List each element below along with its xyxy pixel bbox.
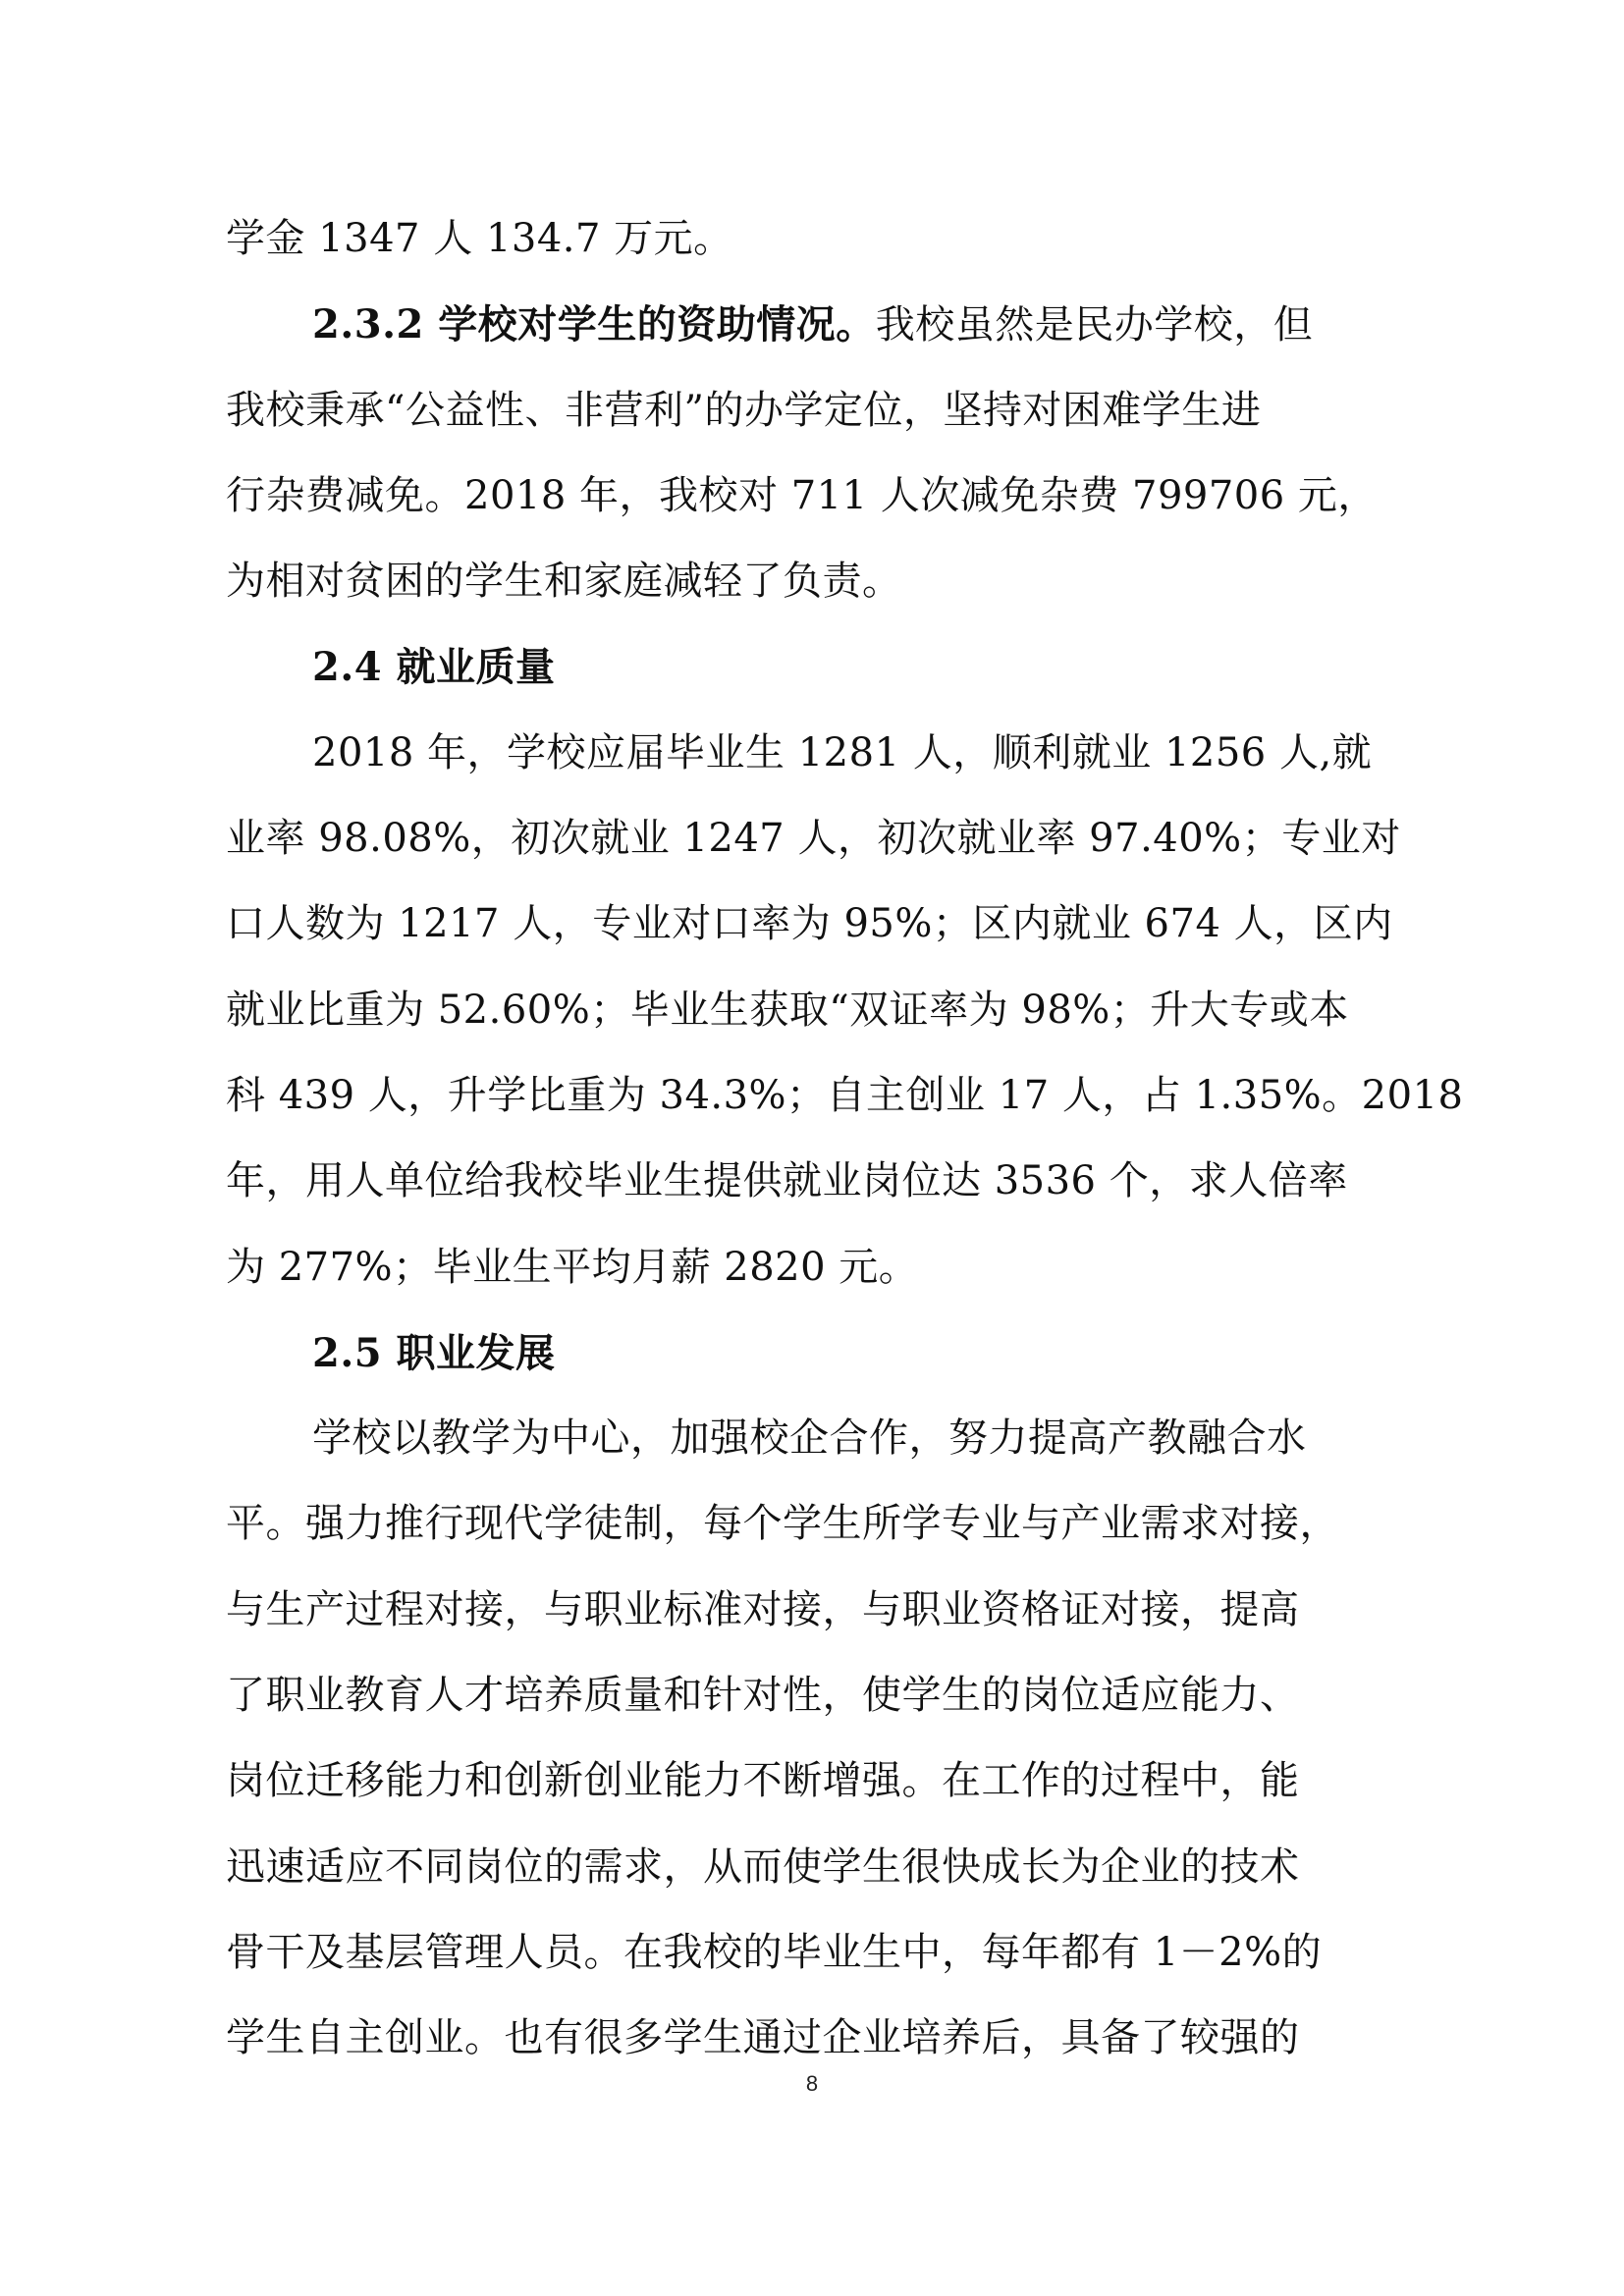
paragraph-line: 学生自主创业。也有很多学生通过企业培养后，具备了较强的: [226, 2015, 1300, 2061]
paragraph-line: 学金 1347 人 134.7 万元。: [226, 216, 733, 261]
paragraph-line: 业率 98.08%，初次就业 1247 人，初次就业率 97.40%；专业对: [226, 816, 1401, 862]
paragraph-line: 为 277%；毕业生平均月薪 2820 元。: [226, 1244, 919, 1290]
paragraph-line: 迅速适应不同岗位的需求，从而使学生很快成长为企业的技术: [226, 1843, 1300, 1890]
paragraph-line: 骨干及基层管理人员。在我校的毕业生中，每年都有 1－2%的: [226, 1929, 1323, 1975]
paragraph-line: 为相对贫困的学生和家庭减轻了负责。: [226, 559, 902, 605]
paragraph-line: 平。强力推行现代学徒制，每个学生所学专业与产业需求对接，: [226, 1501, 1339, 1547]
paragraph-line: 口人数为 1217 人，专业对口率为 95%；区内就业 674 人，区内: [226, 901, 1393, 947]
section-2-4-heading: 2.4 就业质量: [312, 644, 556, 691]
section-2-5-heading: 2.5 职业发展: [312, 1329, 556, 1376]
paragraph-line: 年，用人单位给我校毕业生提供就业岗位达 3536 个，求人倍率: [226, 1158, 1348, 1204]
document-body: [226, 196, 1464, 2082]
paragraph-line: 行杂费减免。2018 年，我校对 711 人次减免杂费 799706 元，: [226, 472, 1378, 518]
paragraph-line: 我校秉承“公益性、非营利”的办学定位，坚持对困难学生进: [226, 387, 1262, 433]
paragraph-line: 学校以教学为中心，加强校企合作，努力提高产教融合水: [312, 1415, 1307, 1462]
paragraph-line: 了职业教育人才培养质量和针对性，使学生的岗位适应能力、: [226, 1673, 1300, 1719]
section-2-3-2-heading: 2.3.2 学校对学生的资助情况。: [312, 301, 876, 348]
paragraph-line: 科 439 人，升学比重为 34.3%；自主创业 17 人，占 1.35%。2018: [226, 1072, 1464, 1118]
paragraph-line: 2018 年，学校应届毕业生 1281 人，顺利就业 1256 人,就: [312, 729, 1373, 775]
paragraph-line: 与生产过程对接，与职业标准对接，与职业资格证对接，提高: [226, 1586, 1300, 1632]
page-number: 8: [805, 2071, 819, 2096]
paragraph-line: 就业比重为 52.60%；毕业生获取“双证率为 98%；升大专或本: [226, 987, 1349, 1033]
paragraph-text: 我校虽然是民办学校，但: [875, 302, 1314, 348]
section-2-3-2-line: [226, 282, 1409, 367]
paragraph-line: 岗位迁移能力和创新创业能力不断增强。在工作的过程中，能: [226, 1758, 1300, 1804]
